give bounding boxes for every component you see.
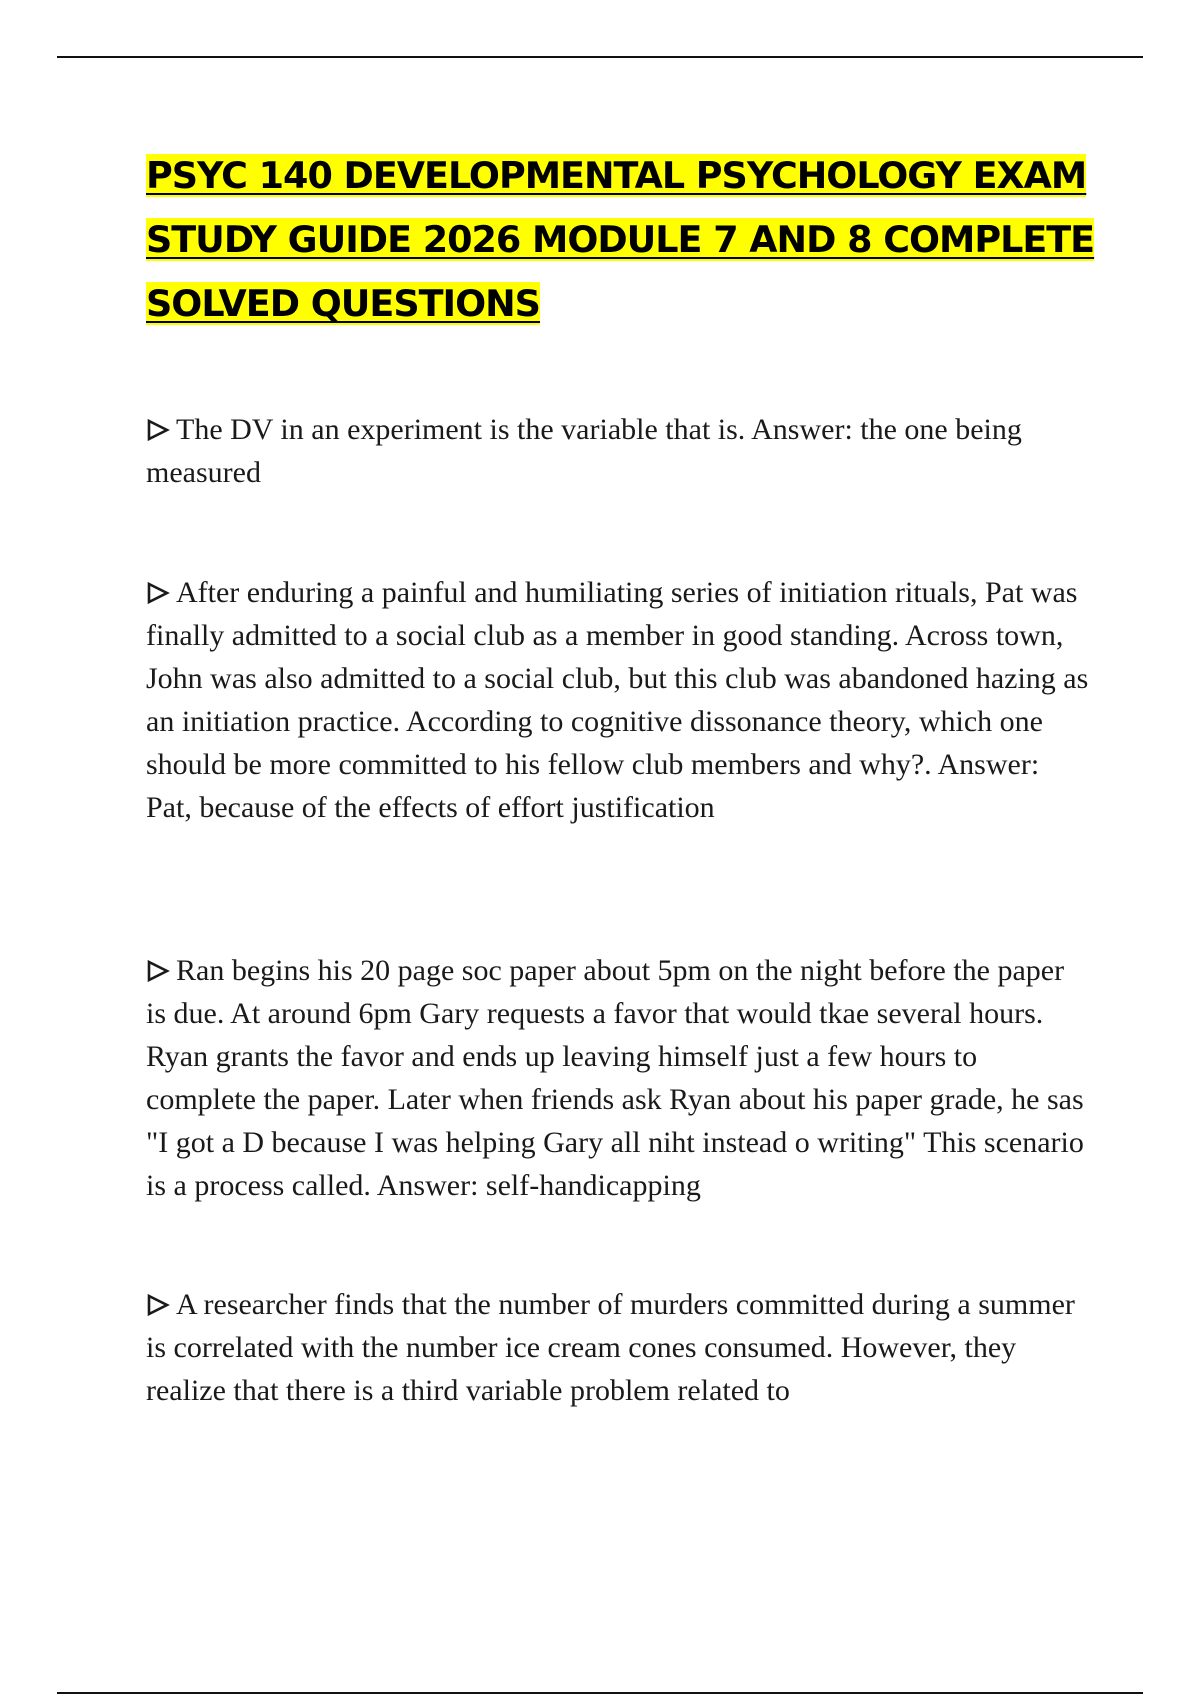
question-text: After enduring a painful and humiliating series of initiation rituals, Pat was finally admitted to a social club as a member in good standing. Across town, John was also admitted to a social club, but this club was abandoned hazing as an initiation practice. According to cognitive dissonance theory, which one should be more committed to his fellow club members and why?. Answer: Pat, because of the effects of effort justification [146, 576, 1089, 824]
question-text: Ran begins his 20 page soc paper about 5pm on the night before the paper is due. At around 6pm Gary requests a favor that would tkae several hours. Ryan grants the favor and ends up leaving himself just a few hours to complete the paper. Later when friends ask Ryan about his paper grade, he sas "I got a D because I was helping Gary all niht instead o writing" This scenario is a process called. Answer: self-handicapping [146, 954, 1084, 1202]
triangle-arrow-icon [146, 582, 172, 604]
document-title [146, 144, 1096, 336]
question-item-4 [146, 1283, 1091, 1412]
top-rule [57, 56, 1143, 58]
bottom-rule [57, 1692, 1143, 1694]
question-item-2 [146, 571, 1091, 829]
triangle-arrow-icon [146, 1294, 172, 1316]
question-item-3 [146, 949, 1091, 1207]
question-item-1 [146, 408, 1091, 494]
triangle-arrow-icon [146, 960, 172, 982]
question-text: The DV in an experiment is the variable that is. Answer: the one being measured [146, 413, 1022, 489]
document-title-text: PSYC 140 DEVELOPMENTAL PSYCHOLOGY EXAM STUDY GUIDE 2026 MODULE 7 AND 8 COMPLETE SOLVED QUESTIONS [146, 154, 1095, 325]
question-text: A researcher finds that the number of murders committed during a summer is correlated with the number ice cream cones consumed. However, they realize that there is a third variable problem related to [146, 1288, 1075, 1407]
triangle-arrow-icon [146, 419, 172, 441]
